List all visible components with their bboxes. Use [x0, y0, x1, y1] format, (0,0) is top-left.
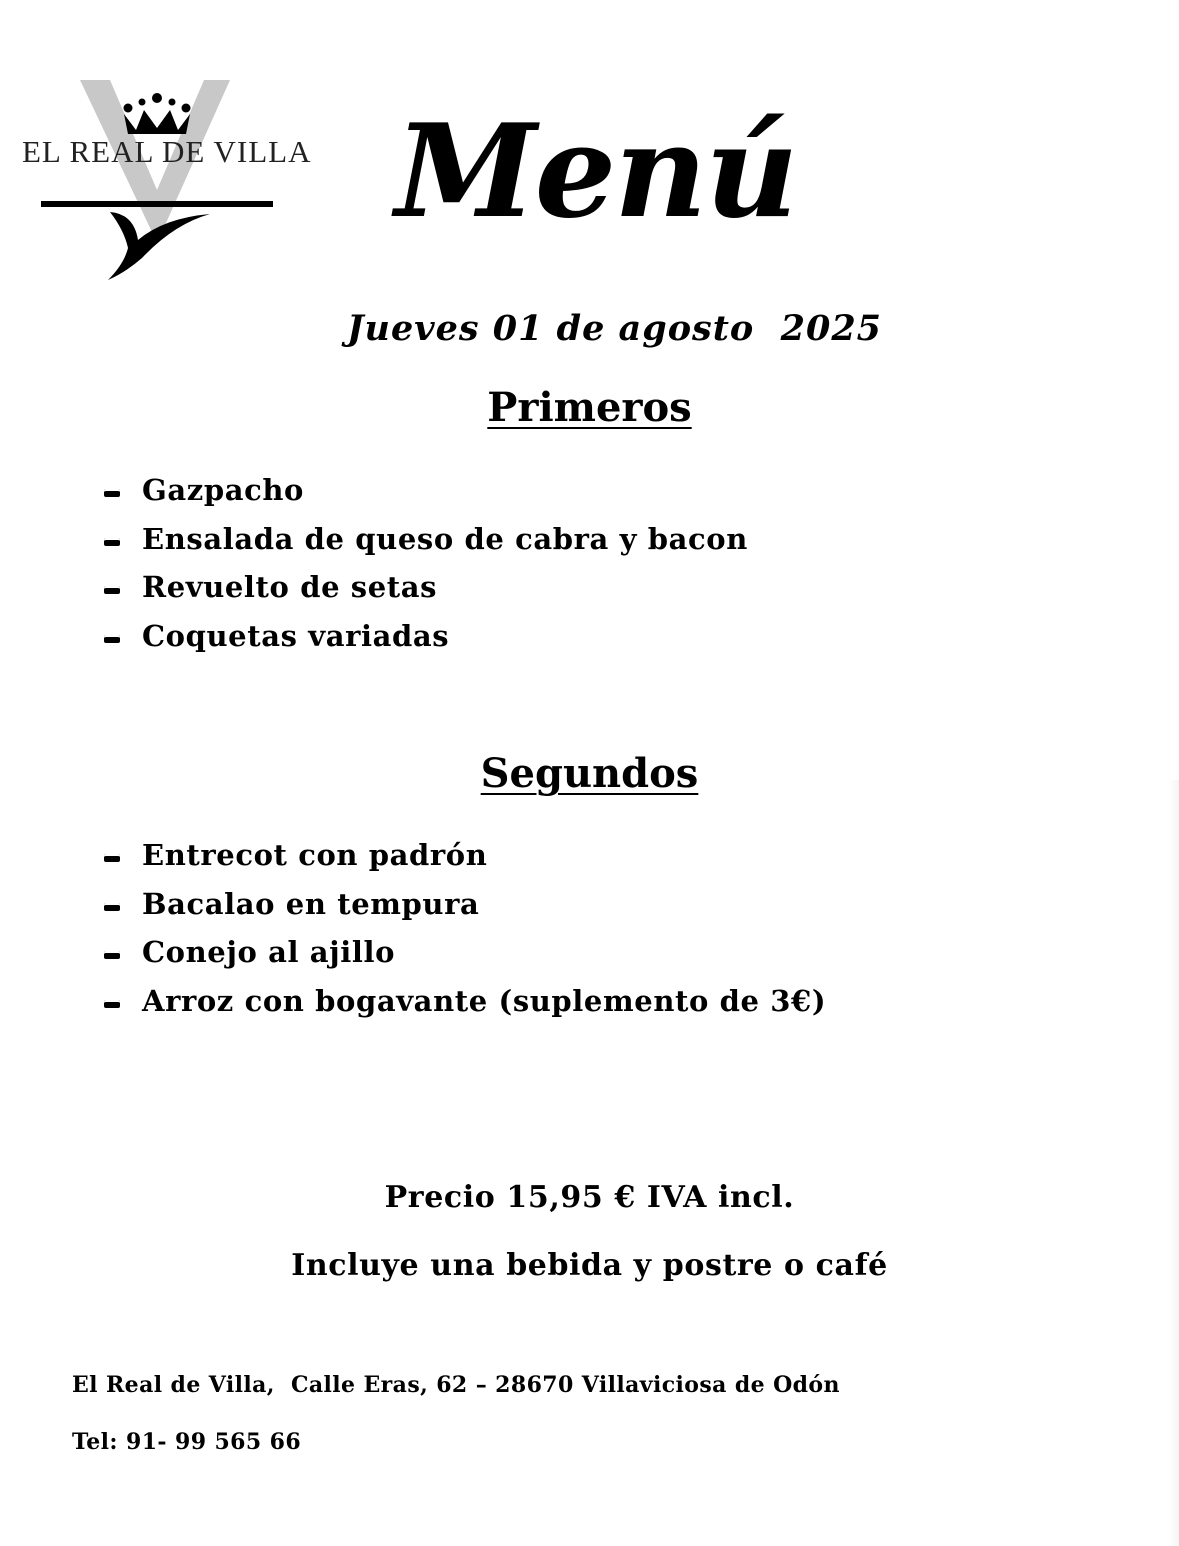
page-edge-shadow	[1169, 780, 1179, 1546]
menu-date: Jueves 01 de agosto 2025	[346, 308, 883, 349]
logo-text: EL REAL DE VILLA	[22, 134, 312, 169]
restaurant-phone: Tel: 91- 99 565 66	[72, 1429, 302, 1455]
bullet-icon	[104, 586, 120, 594]
dish-name: Ensalada de queso de cabra y bacon	[142, 521, 748, 556]
dish-name: Gazpacho	[142, 473, 304, 508]
list-item	[104, 831, 826, 880]
dish-name: Entrecot con padrón	[142, 838, 488, 873]
list-item	[104, 880, 826, 929]
dish-name: Coquetas variadas	[142, 618, 450, 653]
restaurant-address: El Real de Villa, Calle Eras, 62 – 28670 Villaviciosa de Odón	[72, 1372, 840, 1398]
bullet-icon	[104, 1000, 120, 1008]
bullet-icon	[104, 854, 120, 862]
list-item	[104, 928, 826, 977]
list-item	[104, 563, 748, 612]
bullet-icon	[104, 635, 120, 643]
primeros-heading: Primeros	[487, 384, 692, 431]
menu-title: Menú	[395, 97, 797, 247]
dish-name: Conejo al ajillo	[142, 935, 396, 970]
primeros-list	[104, 466, 748, 660]
segundos-list	[104, 831, 826, 1025]
crown-v-logo-icon	[14, 72, 304, 287]
list-item	[104, 612, 748, 661]
bullet-icon	[104, 903, 120, 911]
list-item	[104, 515, 748, 564]
bullet-icon	[104, 538, 120, 546]
bullet-icon	[104, 489, 120, 497]
dish-name: Arroz con bogavante (suplemento de 3€)	[142, 983, 827, 1018]
list-item	[104, 977, 826, 1026]
includes-text: Incluye una bebida y postre o café	[291, 1248, 888, 1283]
list-item	[104, 466, 748, 515]
restaurant-logo	[14, 72, 312, 287]
segundos-heading: Segundos	[480, 750, 699, 797]
dish-name: Bacalao en tempura	[142, 886, 480, 921]
dish-name: Revuelto de setas	[142, 570, 438, 605]
bullet-icon	[104, 951, 120, 959]
price-text: Precio 15,95 € IVA incl.	[384, 1180, 795, 1215]
